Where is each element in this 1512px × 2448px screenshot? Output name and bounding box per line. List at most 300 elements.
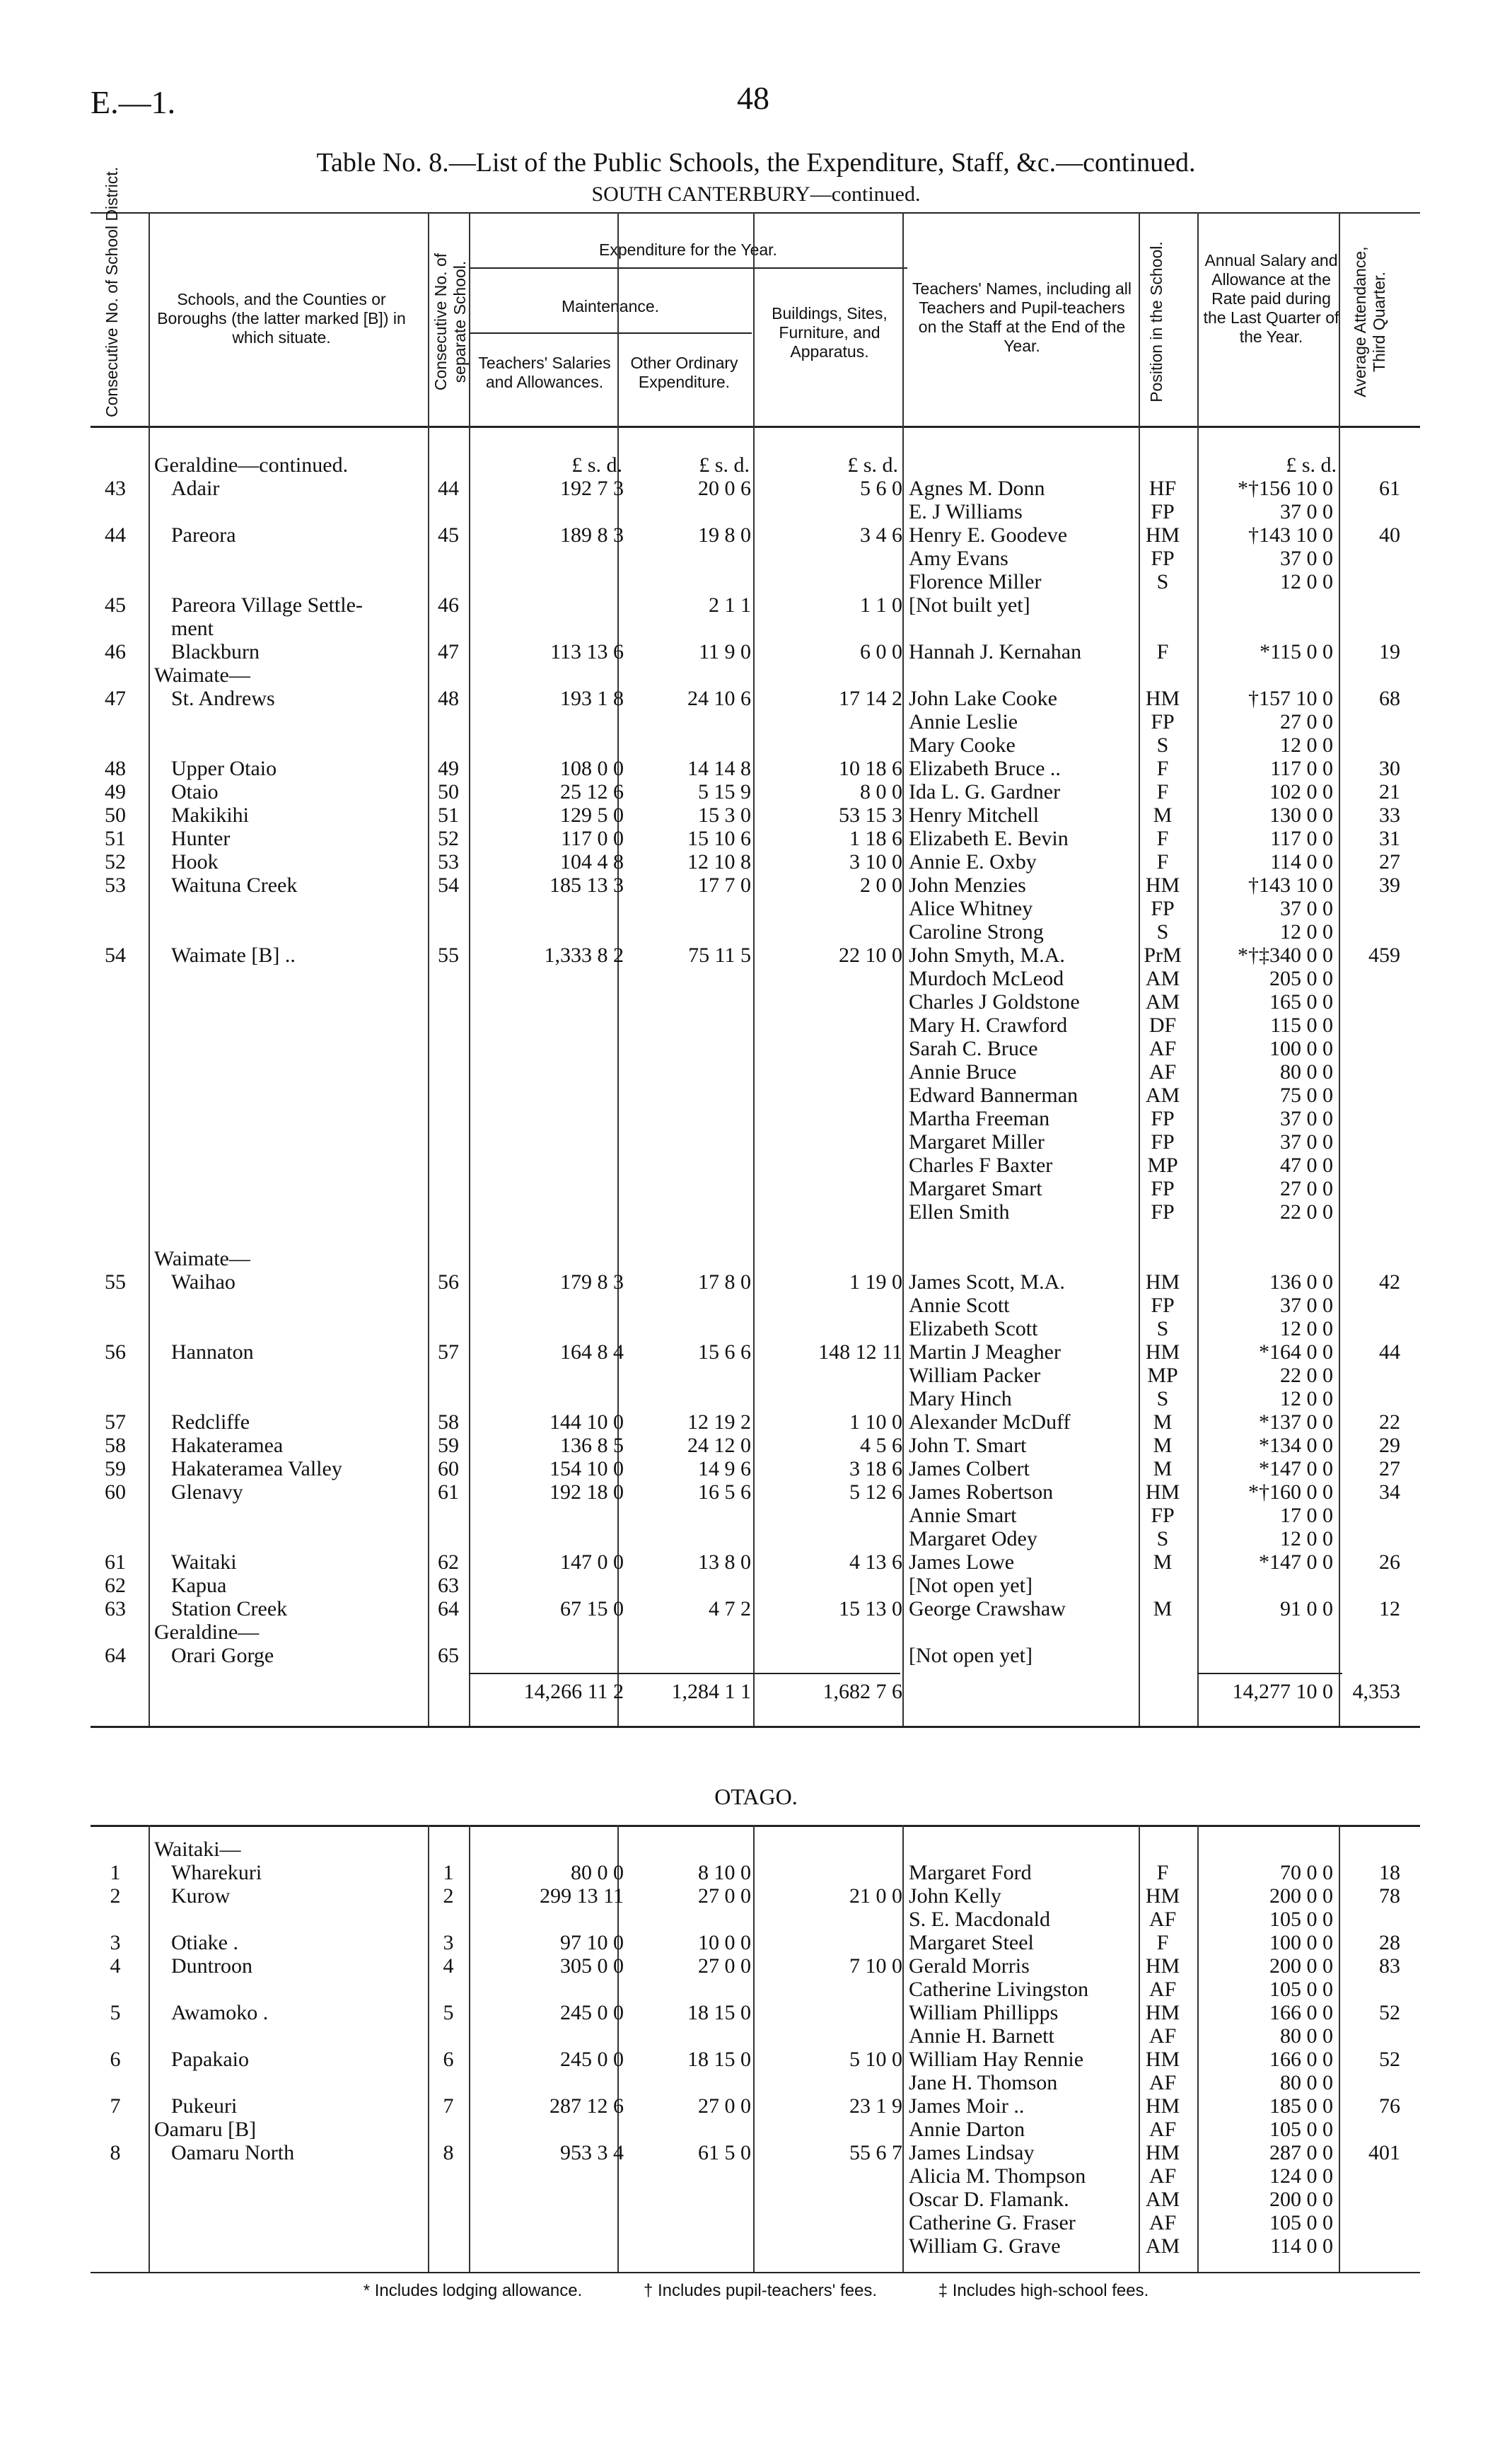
cell-teacher-name: Alexander McDuff [909,1410,1071,1434]
cell-position: HM [1145,1884,1180,1908]
cell-school-name: St. Andrews [171,687,275,710]
cell-teacher-name: Murdoch McLeod [909,967,1064,990]
cell-teacher-name: William G. Grave [909,2234,1061,2258]
cell-salaries: 287 12 6 [549,2094,624,2118]
cell-school-name: Hakateramea [171,1434,284,1457]
cell-school-name: Duntroon [171,1954,252,1978]
cell-position: HM [1145,2048,1180,2071]
cell-other-expenditure: 27 0 0 [698,2094,751,2118]
cell-buildings: 2 0 0 [860,874,902,897]
cell-salary: 37 0 0 [1280,1107,1333,1130]
cell-other-expenditure: 11 9 0 [699,640,751,663]
cell-salaries: 147 0 0 [560,1550,624,1574]
cell-position: HM [1145,2141,1180,2164]
cell-salaries: 129 5 0 [560,804,624,827]
cell-other-expenditure: 14 14 8 [687,757,751,780]
cell-position: FP [1151,710,1175,733]
cell-school-no: 58 [438,1410,459,1434]
cell-teacher-name: James Scott, M.A. [909,1270,1065,1294]
cell-position: M [1153,1434,1173,1457]
cell-salaries: 67 15 0 [560,1597,624,1620]
cell-school-name: Waituna Creek [171,874,298,897]
cell-salary: 136 0 0 [1269,1270,1333,1294]
cell-teacher-name: Mary Cooke [909,733,1016,757]
cell-position: MP [1147,1154,1178,1177]
cell-school-no: 65 [438,1644,459,1667]
column-rule [1339,212,1340,1726]
cell-other-expenditure: 15 6 6 [698,1340,751,1364]
col-header-expenditure: Expenditure for the Year. [599,240,777,259]
cell-school-no: 5 [443,2001,454,2024]
cell-salary: 185 0 0 [1269,2094,1333,2118]
cell-other-expenditure: 24 12 0 [687,1434,751,1457]
cell-teacher-name: John Kelly [909,1884,1001,1908]
cell-position: HM [1145,523,1180,547]
cell-position: M [1153,1410,1173,1434]
cell-school-name: Pareora [171,523,236,547]
cell-position: DF [1148,1014,1177,1037]
cell-school-no: 4 [443,1954,454,1978]
cell-salary: 37 0 0 [1280,897,1333,920]
cell-attendance: 78 [1379,1884,1400,1908]
unit-salary: £ s. d. [1286,453,1337,477]
cell-buildings: 3 10 0 [849,850,902,874]
cell-salary: 37 0 0 [1280,547,1333,570]
cell-salary: 22 0 0 [1280,1200,1333,1224]
cell-teacher-name: James Moir .. [909,2094,1025,2118]
cell-position: F [1156,640,1169,663]
cell-position: F [1156,1931,1169,1954]
cell-district-no: 61 [105,1550,126,1574]
cell-position: FP [1151,1504,1175,1527]
cell-salaries: 144 10 0 [549,1410,624,1434]
cell-salaries: 154 10 0 [549,1457,624,1480]
cell-salary: 105 0 0 [1269,2118,1333,2141]
cell-teacher-name: Annie E. Oxby [909,850,1037,874]
cell-teacher-name: James Lowe [909,1550,1015,1574]
cell-salary: 287 0 0 [1269,2141,1333,2164]
cell-position: FP [1151,1294,1175,1317]
cell-position: HM [1145,2001,1180,2024]
cell-school-name: Blackburn [171,640,260,663]
section-subtitle: SOUTH CANTERBURY—continued. [591,182,921,206]
otago-heading: OTAGO. [714,1784,798,1809]
cell-position: AF [1148,1060,1177,1084]
cell-school-no: 53 [438,850,459,874]
cell-school-name: Orari Gorge [171,1644,274,1667]
col-header-district: Consecutive No. of School District. [103,166,121,417]
cell-salary: 124 0 0 [1269,2164,1333,2188]
cell-school-name: Kurow [171,1884,231,1908]
cell-attendance: 44 [1379,1340,1400,1364]
cell-salary: 117 0 0 [1270,827,1333,850]
cell-teacher-name: Alice Whitney [909,897,1033,920]
cell-salaries: 80 0 0 [571,1861,624,1884]
cell-position: AM [1145,990,1180,1014]
otago-bottom-rule [91,2272,1420,2273]
cell-attendance: 40 [1379,523,1400,547]
cell-position: HM [1145,1480,1180,1504]
cell-salary: 12 0 0 [1280,1527,1333,1550]
cell-teacher-name: Annie Darton [909,2118,1025,2141]
cell-school-no: 52 [438,827,459,850]
cell-position: FP [1151,500,1175,523]
cell-teacher-name: Elizabeth Scott [909,1317,1038,1340]
cell-district-no: 59 [105,1457,126,1480]
cell-buildings: 1 19 0 [849,1270,902,1294]
cell-salary: 12 0 0 [1280,570,1333,593]
cell-school-name: Waihao [171,1270,235,1294]
cell-salary: *†‡340 0 0 [1238,944,1333,967]
cell-position: HM [1145,874,1180,897]
cell-school-name: Geraldine—continued. [154,453,349,477]
cell-district-no: 1 [110,1861,121,1884]
cell-other-expenditure: 18 15 0 [687,2048,751,2071]
cell-school-no: 51 [438,804,459,827]
cell-attendance: 83 [1379,1954,1400,1978]
cell-position: AF [1148,2071,1177,2094]
cell-salary: 37 0 0 [1280,500,1333,523]
cell-school-no: 60 [438,1457,459,1480]
cell-salary: 166 0 0 [1269,2001,1333,2024]
cell-salary: 105 0 0 [1269,1978,1333,2001]
cell-other-expenditure: 15 10 6 [687,827,751,850]
cell-school-name: Papakaio [171,2048,249,2071]
cell-position: HM [1145,1270,1180,1294]
col-header-buildings: Buildings, Sites, Furniture, and Apparatus. [772,304,888,361]
cell-position: HM [1145,687,1180,710]
cell-teacher-name: Catherine Livingston [909,1978,1089,2001]
cell-salary: *115 0 0 [1260,640,1333,663]
cell-position: FP [1151,1177,1175,1200]
cell-teacher-name: John Lake Cooke [909,687,1057,710]
cell-position: S [1156,1527,1169,1550]
cell-attendance: 28 [1379,1931,1400,1954]
cell-position: FP [1151,1200,1175,1224]
column-rule [902,1825,904,2272]
cell-position: AF [1148,1908,1177,1931]
cell-salary: 27 0 0 [1280,710,1333,733]
cell-salary: 165 0 0 [1269,990,1333,1014]
cell-teacher-name: Margaret Steel [909,1931,1034,1954]
cell-school-no: 55 [438,944,459,967]
cell-school-name: Oamaru North [171,2141,295,2164]
cell-buildings: 4 13 6 [849,1550,902,1574]
cell-position: S [1156,1317,1169,1340]
cell-buildings: 5 10 0 [849,2048,902,2071]
col-header-salaries: Teachers' Salaries and Allowances. [478,354,611,391]
cell-teacher-name: Charles F Baxter [909,1154,1053,1177]
cell-position: AF [1148,2024,1177,2048]
cell-district-no: 63 [105,1597,126,1620]
cell-position: AF [1148,2118,1177,2141]
cell-salary: 12 0 0 [1280,1317,1333,1340]
cell-salary: *†160 0 0 [1248,1480,1333,1504]
cell-other-expenditure: 12 10 8 [687,850,751,874]
cell-district-no: 47 [105,687,126,710]
cell-position: F [1156,780,1169,804]
cell-school-name: Waimate— [154,1247,250,1270]
cell-district-no: 7 [110,2094,121,2118]
cell-salary: 22 0 0 [1280,1364,1333,1387]
cell-teacher-name: Jane H. Thomson [909,2071,1058,2094]
cell-teacher-name: Agnes M. Donn [909,477,1045,500]
cell-salary: *137 0 0 [1259,1410,1333,1434]
cell-other-expenditure: 61 5 0 [698,2141,751,2164]
cell-other-expenditure: 8 10 0 [698,1861,751,1884]
cell-position: AM [1145,2188,1180,2211]
cell-school-name: Otaio [171,780,219,804]
cell-teacher-name: Annie Leslie [909,710,1018,733]
cell-attendance: 29 [1379,1434,1400,1457]
cell-school-name: ment [171,617,214,640]
cell-salary: †143 10 0 [1248,523,1333,547]
cell-buildings: 3 18 6 [849,1457,902,1480]
cell-teacher-name: Margaret Miller [909,1130,1045,1154]
cell-attendance: 33 [1379,804,1400,827]
cell-district-no: 45 [105,593,126,617]
cell-school-name: Pareora Village Settle- [171,593,363,617]
cell-school-no: 61 [438,1480,459,1504]
cell-buildings: 5 12 6 [849,1480,902,1504]
cell-teacher-name: S. E. Macdonald [909,1908,1050,1931]
cell-attendance: 30 [1379,757,1400,780]
total-other: 1,284 1 1 [671,1680,751,1703]
cell-salaries: 245 0 0 [560,2001,624,2024]
cell-buildings: 3 4 6 [860,523,902,547]
cell-position: M [1153,1457,1173,1480]
col-header-position: Position in the School. [1147,241,1165,402]
cell-buildings: 1 10 0 [849,1410,902,1434]
cell-position: FP [1151,547,1175,570]
cell-teacher-name: Mary Hinch [909,1387,1012,1410]
cell-school-no: 54 [438,874,459,897]
cell-teacher-name: Margaret Odey [909,1527,1037,1550]
cell-district-no: 2 [110,1884,121,1908]
otago-top-rule [91,1825,1420,1827]
cell-district-no: 50 [105,804,126,827]
cell-position: HF [1148,477,1177,500]
cell-position: FP [1151,1130,1175,1154]
cell-district-no: 53 [105,874,126,897]
cell-salaries: 185 13 3 [549,874,624,897]
footnotes [0,2281,1512,2301]
cell-school-no: 1 [443,1861,454,1884]
cell-attendance: 27 [1379,850,1400,874]
cell-school-no: 50 [438,780,459,804]
cell-salaries: 108 0 0 [560,757,624,780]
cell-position: PrM [1144,944,1182,967]
cell-teacher-name: Annie Smart [909,1504,1017,1527]
cell-school-name: Makikihi [171,804,249,827]
cell-school-name: Upper Otaio [171,757,277,780]
cell-school-name: Waitaki— [154,1838,241,1861]
footnote-pupil-teachers: † Includes pupil-teachers' fees. [643,2281,878,2300]
cell-teacher-name: Margaret Smart [909,1177,1042,1200]
cell-district-no: 3 [110,1931,121,1954]
cell-other-expenditure: 20 0 6 [698,477,751,500]
cell-salaries: 179 8 3 [560,1270,624,1294]
cell-position: MP [1147,1364,1178,1387]
cell-salary: *†156 10 0 [1238,477,1333,500]
cell-other-expenditure: 15 3 0 [698,804,751,827]
cell-school-no: 56 [438,1270,459,1294]
cell-salary: 102 0 0 [1269,780,1333,804]
cell-buildings: 22 10 0 [839,944,902,967]
cell-school-no: 44 [438,477,459,500]
cell-buildings: 7 10 0 [849,1954,902,1978]
column-rule [469,1825,470,2272]
cell-position: AF [1148,1978,1177,2001]
cell-other-expenditure: 13 8 0 [698,1550,751,1574]
cell-position: HM [1145,2094,1180,2118]
cell-position: AF [1148,2211,1177,2234]
cell-school-name: Redcliffe [171,1410,250,1434]
cell-buildings: 148 12 11 [818,1340,902,1364]
cell-other-expenditure: 75 11 5 [688,944,751,967]
cell-teacher-name: Margaret Ford [909,1861,1032,1884]
cell-district-no: 55 [105,1270,126,1294]
cell-teacher-name: Amy Evans [909,547,1008,570]
cell-other-expenditure: 2 1 1 [709,593,751,617]
cell-teacher-name: William Phillipps [909,2001,1059,2024]
cell-teacher-name: John Smyth, M.A. [909,944,1065,967]
cell-district-no: 8 [110,2141,121,2164]
cell-salary: 166 0 0 [1269,2048,1333,2071]
cell-school-name: Station Creek [171,1597,288,1620]
cell-salaries: 245 0 0 [560,2048,624,2071]
cell-position: AM [1145,1084,1180,1107]
cell-salary: 27 0 0 [1280,1177,1333,1200]
cell-teacher-name: William Hay Rennie [909,2048,1084,2071]
cell-position: F [1156,1861,1169,1884]
cell-district-no: 64 [105,1644,126,1667]
column-rule [149,1825,150,2272]
cell-salary: †157 10 0 [1248,687,1333,710]
cell-teacher-name: Mary H. Crawford [909,1014,1068,1037]
cell-salary: 17 0 0 [1280,1504,1333,1527]
cell-salary: *134 0 0 [1259,1434,1333,1457]
col-header-other: Other Ordinary Expenditure. [630,354,738,391]
cell-attendance: 18 [1379,1861,1400,1884]
cell-teacher-name: Ellen Smith [909,1200,1010,1224]
cell-position: S [1156,733,1169,757]
col-header-teachers: Teachers' Names, including all Teachers and Pupil-teachers on the Staff at the End of the Year. [912,279,1132,355]
cell-other-expenditure: 16 5 6 [698,1480,751,1504]
cell-attendance: 42 [1379,1270,1400,1294]
totals-rule-left [469,1673,900,1674]
col-header-schools: Schools, and the Counties or Boroughs (the latter marked [B]) in which situate. [157,290,406,347]
cell-teacher-name: Martha Freeman [909,1107,1050,1130]
cell-salary: 37 0 0 [1280,1130,1333,1154]
cell-salaries: 117 0 0 [561,827,624,850]
cell-salaries: 104 4 8 [560,850,624,874]
cell-position: HM [1145,1954,1180,1978]
cell-salary: 91 0 0 [1280,1597,1333,1620]
cell-position: AM [1145,967,1180,990]
total-salary: 14,277 10 0 [1232,1680,1333,1703]
cell-salary: 75 0 0 [1280,1084,1333,1107]
cell-salary: 205 0 0 [1269,967,1333,990]
cell-position: HM [1145,1340,1180,1364]
cell-teacher-name: Caroline Strong [909,920,1044,944]
cell-salaries: 113 13 6 [550,640,624,663]
cell-school-name: Glenavy [171,1480,243,1504]
cell-salary: 80 0 0 [1280,2071,1333,2094]
cell-salary: 114 0 0 [1270,850,1333,874]
cell-salary: 47 0 0 [1280,1154,1333,1177]
cell-salaries: 25 12 6 [560,780,624,804]
cell-school-name: Hunter [171,827,231,850]
cell-buildings: 53 15 3 [839,804,902,827]
cell-salary: 12 0 0 [1280,920,1333,944]
cell-salaries: 299 13 11 [540,1884,624,1908]
cell-salaries: 97 10 0 [560,1931,624,1954]
cell-salaries: 193 1 8 [560,687,624,710]
cell-salary: *164 0 0 [1259,1340,1333,1364]
cell-teacher-name: Henry Mitchell [909,804,1040,827]
cell-position: AF [1148,2164,1177,2188]
cell-position: F [1156,850,1169,874]
cell-attendance: 26 [1379,1550,1400,1574]
cell-school-no: 46 [438,593,459,617]
cell-district-no: 60 [105,1480,126,1504]
cell-school-no: 49 [438,757,459,780]
cell-teacher-name: William Packer [909,1364,1041,1387]
col-header-attendance: Average Attendance, Third Quarter. [1351,246,1388,398]
cell-attendance: 401 [1368,2141,1400,2164]
column-rule [149,212,150,1726]
cell-buildings: 17 14 2 [839,687,902,710]
cell-attendance: 21 [1379,780,1400,804]
cell-teacher-name: Catherine G. Fraser [909,2211,1076,2234]
cell-position: AM [1145,2234,1180,2258]
cell-salaries: 164 8 4 [560,1340,624,1364]
cell-attendance: 34 [1379,1480,1400,1504]
cell-school-name: Otiake . [171,1931,238,1954]
cell-school-name: Waimate— [154,663,250,687]
cell-salary: 200 0 0 [1269,1884,1333,1908]
cell-attendance: 68 [1379,687,1400,710]
cell-salaries: 192 18 0 [549,1480,624,1504]
cell-other-expenditure: 17 8 0 [698,1270,751,1294]
cell-position: S [1156,920,1169,944]
footnote-high-school: ‡ Includes high-school fees. [938,2281,1149,2300]
cell-attendance: 31 [1379,827,1400,850]
cell-salaries: 953 3 4 [560,2141,624,2164]
cell-salary: 105 0 0 [1269,2211,1333,2234]
cell-district-no: 57 [105,1410,126,1434]
cell-attendance: 76 [1379,2094,1400,2118]
cell-salary: 12 0 0 [1280,733,1333,757]
cell-salary: 114 0 0 [1270,2234,1333,2258]
cell-other-expenditure: 10 0 0 [698,1931,751,1954]
total-buildings: 1,682 7 6 [822,1680,902,1703]
cell-school-name: Wharekuri [171,1861,262,1884]
page-number: 48 [737,80,769,116]
cell-buildings: 55 6 7 [849,2141,902,2164]
cell-district-no: 52 [105,850,126,874]
cell-teacher-name: George Crawshaw [909,1597,1066,1620]
column-rule [469,212,470,1726]
cell-other-expenditure: 5 15 9 [698,780,751,804]
cell-salary: 37 0 0 [1280,1294,1333,1317]
cell-district-no: 62 [105,1574,126,1597]
cell-attendance: 22 [1379,1410,1400,1434]
cell-teacher-name: [Not open yet] [909,1574,1033,1597]
cell-district-no: 51 [105,827,126,850]
cell-school-no: 62 [438,1550,459,1574]
